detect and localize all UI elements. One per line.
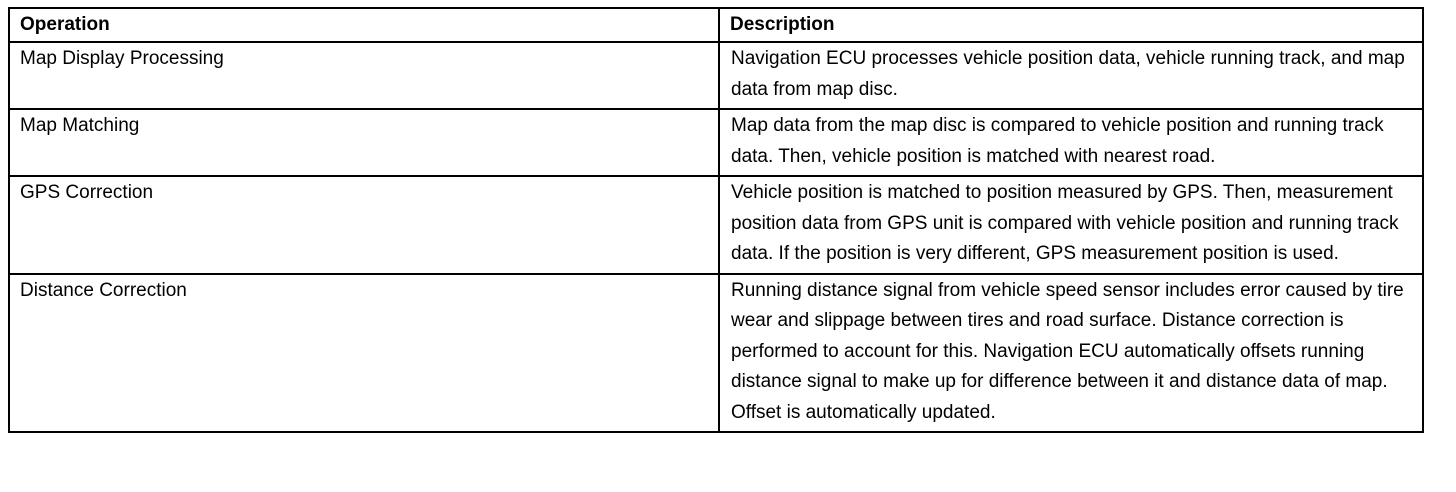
table-row: [9, 109, 1423, 176]
description-cell: Vehicle position is matched to position measured by GPS. Then, measurement position data from GPS unit is compared with vehicle position and running track data. If the position is very different, GPS measurement position is used.: [719, 176, 1423, 274]
description-cell: Navigation ECU processes vehicle position data, vehicle running track, and map data from map disc.: [719, 42, 1423, 109]
operation-cell: Distance Correction: [9, 274, 719, 433]
table-row: [9, 176, 1423, 274]
table-row: [9, 42, 1423, 109]
operation-cell: GPS Correction: [9, 176, 719, 274]
table-header-row: [9, 8, 1423, 42]
table-row: [9, 274, 1423, 433]
description-column-header: Description: [719, 8, 1423, 42]
operations-table: [8, 7, 1424, 433]
description-cell: Map data from the map disc is compared to vehicle position and running track data. Then, vehicle position is matched with nearest road.: [719, 109, 1423, 176]
operation-column-header: Operation: [9, 8, 719, 42]
description-cell: Running distance signal from vehicle speed sensor includes error caused by tire wear and slippage between tires and road surface. Distance correction is performed to account for this. Navigation ECU automatically offsets running distance signal to make up for difference between it and distance data of map. Offset is automatically updated.: [719, 274, 1423, 433]
operation-cell: Map Display Processing: [9, 42, 719, 109]
operation-cell: Map Matching: [9, 109, 719, 176]
operations-table-container: [8, 7, 1422, 433]
